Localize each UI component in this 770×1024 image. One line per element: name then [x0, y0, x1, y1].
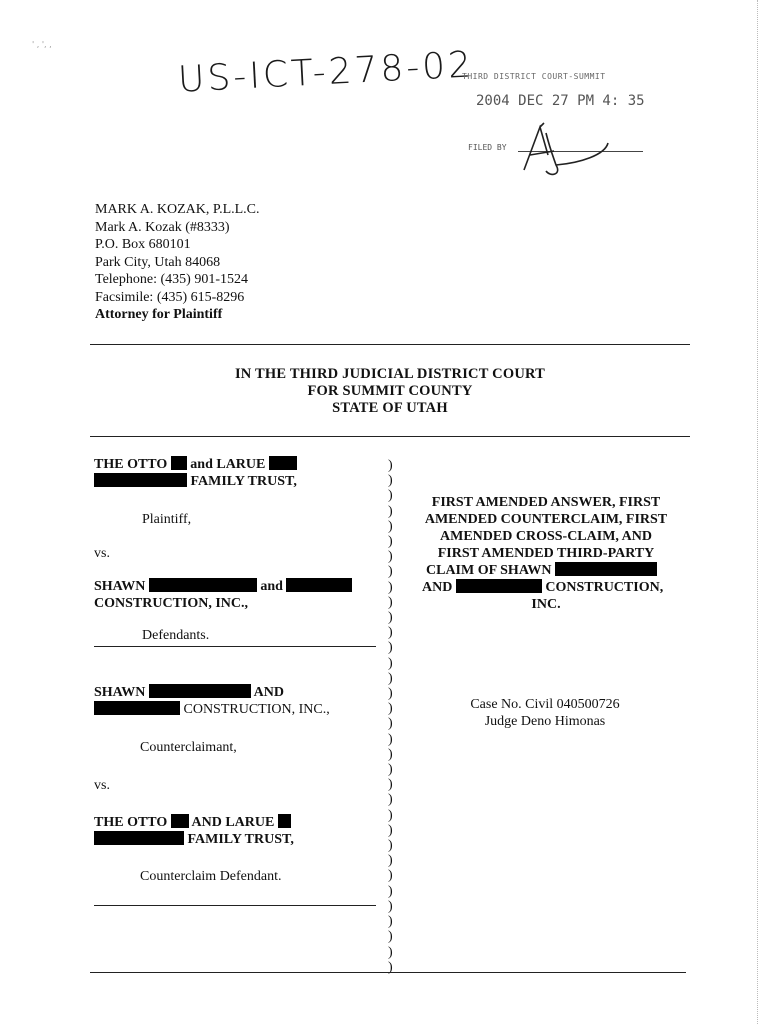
redaction-box	[555, 562, 657, 576]
redaction-box	[286, 578, 352, 592]
paren-mark: )	[388, 868, 393, 884]
stamp-signature	[510, 115, 630, 180]
title-line-6: AND CONSTRUCTION,	[422, 580, 664, 595]
paren-mark: )	[388, 655, 393, 671]
paren-mark: )	[388, 564, 393, 580]
paren-mark: )	[388, 686, 393, 702]
header-rule	[90, 344, 690, 345]
attorney-block	[95, 201, 260, 324]
attorney-telephone: Telephone: (435) 901-1524	[95, 272, 248, 287]
document-title	[408, 494, 684, 613]
paren-mark: )	[388, 534, 393, 550]
court-heading	[190, 366, 590, 417]
paren-mark: )	[388, 670, 393, 686]
paren-mark: )	[388, 762, 393, 778]
redaction-box	[94, 831, 184, 845]
paren-mark: )	[388, 929, 393, 945]
redaction-box	[269, 456, 297, 470]
paren-mark: )	[388, 746, 393, 762]
title-line-4: FIRST AMENDED THIRD-PARTY	[437, 546, 655, 561]
versus-2: vs.	[94, 778, 110, 793]
counterclaim-defendant-role: Counterclaim Defendant.	[140, 869, 282, 884]
counterclaim-defendant-name-line1: THE OTTO AND LARUE	[94, 814, 376, 831]
paren-mark: )	[388, 640, 393, 656]
versus-1: vs.	[94, 546, 110, 561]
counterclaimant-name-line2: CONSTRUCTION, INC.,	[94, 701, 376, 718]
attorney-firm: MARK A. KOZAK, P.L.L.C.	[95, 202, 260, 217]
paren-mark: )	[388, 625, 393, 641]
caption-divider-1	[94, 646, 376, 647]
court-line-2: FOR SUMMIT COUNTY	[307, 383, 473, 399]
paren-mark: )	[388, 488, 393, 504]
plaintiff-name-line1: THE OTTO and LARUE	[94, 456, 376, 473]
caption-bottom-rule	[90, 972, 686, 973]
attorney-facsimile: Facsimile: (435) 615-8296	[95, 289, 245, 305]
paren-mark: )	[388, 792, 393, 808]
redaction-box	[456, 579, 542, 593]
title-line-1: FIRST AMENDED ANSWER, FIRST	[431, 495, 661, 510]
handwritten-case-number: US-ICT-278-02	[177, 44, 476, 101]
counterclaim-defendant-name-line2: FAMILY TRUST,	[94, 831, 376, 848]
stamp-date-line: 2004 DEC 27 PM 4: 35	[476, 93, 645, 109]
attorney-city: Park City, Utah 84068	[95, 254, 221, 270]
paren-mark: )	[388, 898, 393, 914]
plaintiff-role: Plaintiff,	[142, 512, 192, 527]
caption-parentheses	[388, 458, 398, 975]
paren-mark: )	[388, 458, 393, 473]
scan-speck: ' , ', ,	[32, 40, 52, 49]
paren-mark: )	[388, 549, 393, 565]
paren-mark: )	[388, 944, 393, 960]
redaction-box	[171, 814, 189, 828]
stamp-filed-by: FILED BY	[468, 143, 507, 152]
judge-name: Judge Deno Himonas	[484, 714, 606, 729]
court-line-1: IN THE THIRD JUDICIAL DISTRICT COURT	[234, 366, 546, 382]
attorney-name: Mark A. Kozak (#8333)	[95, 219, 230, 235]
paren-mark: )	[388, 853, 393, 869]
paren-mark: )	[388, 838, 393, 854]
case-info	[410, 696, 680, 730]
paren-mark: )	[388, 914, 393, 930]
title-line-3: AMENDED CROSS-CLAIM, AND	[440, 529, 652, 544]
attorney-po-box: P.O. Box 680101	[95, 237, 191, 252]
plaintiff-name-line2: FAMILY TRUST,	[94, 473, 376, 490]
paren-mark: )	[388, 701, 393, 717]
defendant-role: Defendants.	[142, 628, 210, 643]
paren-mark: )	[388, 579, 393, 595]
redaction-box	[94, 473, 187, 487]
title-line-5: CLAIM OF SHAWN	[408, 562, 684, 579]
attorney-role: Attorney for Plaintiff	[95, 307, 223, 322]
paren-mark: )	[388, 883, 393, 899]
paren-mark: )	[388, 807, 393, 823]
case-number: Case No. Civil 040500726	[470, 697, 620, 712]
paren-mark: )	[388, 822, 393, 838]
paren-mark: )	[388, 716, 393, 732]
paren-mark: )	[388, 503, 393, 519]
paren-mark: )	[388, 610, 393, 626]
stamp-court-line: THIRD DISTRICT COURT-SUMMIT	[462, 72, 606, 81]
redaction-box	[149, 578, 257, 592]
redaction-box	[171, 456, 187, 470]
paren-mark: )	[388, 473, 393, 489]
caption-divider-2	[94, 905, 376, 906]
paren-mark: )	[388, 777, 393, 793]
caption-left	[94, 456, 376, 906]
counterclaimant-name-line1: SHAWN AND	[94, 685, 284, 700]
redaction-box	[278, 814, 291, 828]
caption-top-rule	[90, 436, 690, 437]
defendant-name-line2: CONSTRUCTION, INC.,	[94, 596, 249, 611]
title-line-2: AMENDED COUNTERCLAIM, FIRST	[424, 512, 668, 527]
paren-mark: )	[388, 731, 393, 747]
paren-mark: )	[388, 959, 393, 975]
paren-mark: )	[388, 518, 393, 534]
paren-mark: )	[388, 594, 393, 610]
title-line-7: INC.	[531, 597, 561, 612]
counterclaimant-role: Counterclaimant,	[140, 740, 237, 755]
scan-edge-line	[757, 0, 758, 1024]
redaction-box	[149, 684, 251, 698]
court-line-3: STATE OF UTAH	[332, 400, 448, 416]
redaction-box	[94, 701, 180, 715]
defendant-name-line1: SHAWN and	[94, 578, 376, 595]
